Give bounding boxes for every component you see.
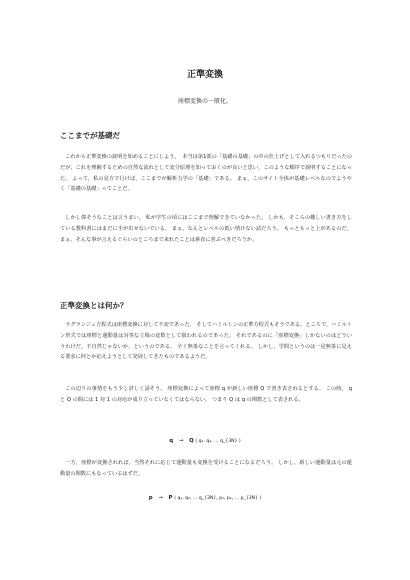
page-subtitle: 座標変換の一般化。 — [177, 98, 232, 105]
formula-args: ( q₁, q₂, … q_{3N} ) — [195, 439, 241, 444]
arrow-icon: → — [158, 495, 163, 501]
formula-p-transform — [0, 495, 410, 501]
formula-q-transform — [0, 438, 410, 444]
formula-lhs: p — [148, 495, 153, 501]
formula-function: Q — [189, 438, 194, 444]
arrow-icon: → — [178, 438, 184, 444]
section-heading-basics: ここまでが基礎だ — [60, 131, 120, 140]
formula-lhs: q — [169, 438, 174, 444]
formula-args: ( q₁, q₂, … q_{3N}, p₁, p₂, … p_{3N} ) — [174, 496, 262, 501]
paragraph: しかし偉そうなことは言うまい。 私が学生の頃にはここまで理解できていなかった。 しかも，そこらの難しい書き方をしている教科書にはまだに手が出せないでいる。 まぁ，なんとレベルの低い情けない話だろう。 もっともっと上があるのだ。 まぁ，そんな事が言えるぐらいのところまで来れたことは素直に喜ぶべきだろうか。 — [60, 215, 352, 243]
formula-function: P — [168, 495, 173, 501]
paragraph: これから正準変換の説明を始めることにしよう。 本当は第1部の「基礎の基礎」の中の仕上げとして入れるつもりだったのだが，これを理解するための自然な流れとして変分原理を知っておくのが良いと思い，このような順序で説明することになった。 よって，私の見方で行けば，ここまでが解析力学の「基礎」である。 まぁ，このサイト全体が基礎レベルなのでようやく「基礎の基礎」ってことだ。 — [60, 154, 352, 193]
paragraph: 一方，座標が変換されれば，当然それに応じて運動量も変換を受けることになるだろう。 しかし，新しい運動量は元の運動量の関数にもなっているはずだ。 — [60, 460, 352, 477]
section-heading-canonical: 正準変換とは何か？ — [60, 301, 128, 310]
paragraph: この辺りの事情をもう少し詳しく話そう。 座標変換によって座標 q が新しい座標 Q で書き表されるとする。 この時， q と Q の間には 1 対 1 の対応が成り立っていなくてはならない。 つまり Q は q の関数として表される。 — [60, 386, 352, 403]
page-title: 正準変換 — [186, 70, 223, 80]
paragraph: ラグランジュ方程式は座標変換に対して不変であった。 そしてハミルトンの正準方程式もそうである。ところで，ハミルトン形式では座標と運動量は対等な立場の変数として扱われるのであった。 それであるのに「座標変換」しかないのはどういうわけだ。不自然じゃないか，というのである。 全く無茶なことを言ってくれる。 しかし，学問というのは一見無茶に見える要求に何とか応えようとして発展してきたものであるようだ。 — [60, 322, 352, 361]
